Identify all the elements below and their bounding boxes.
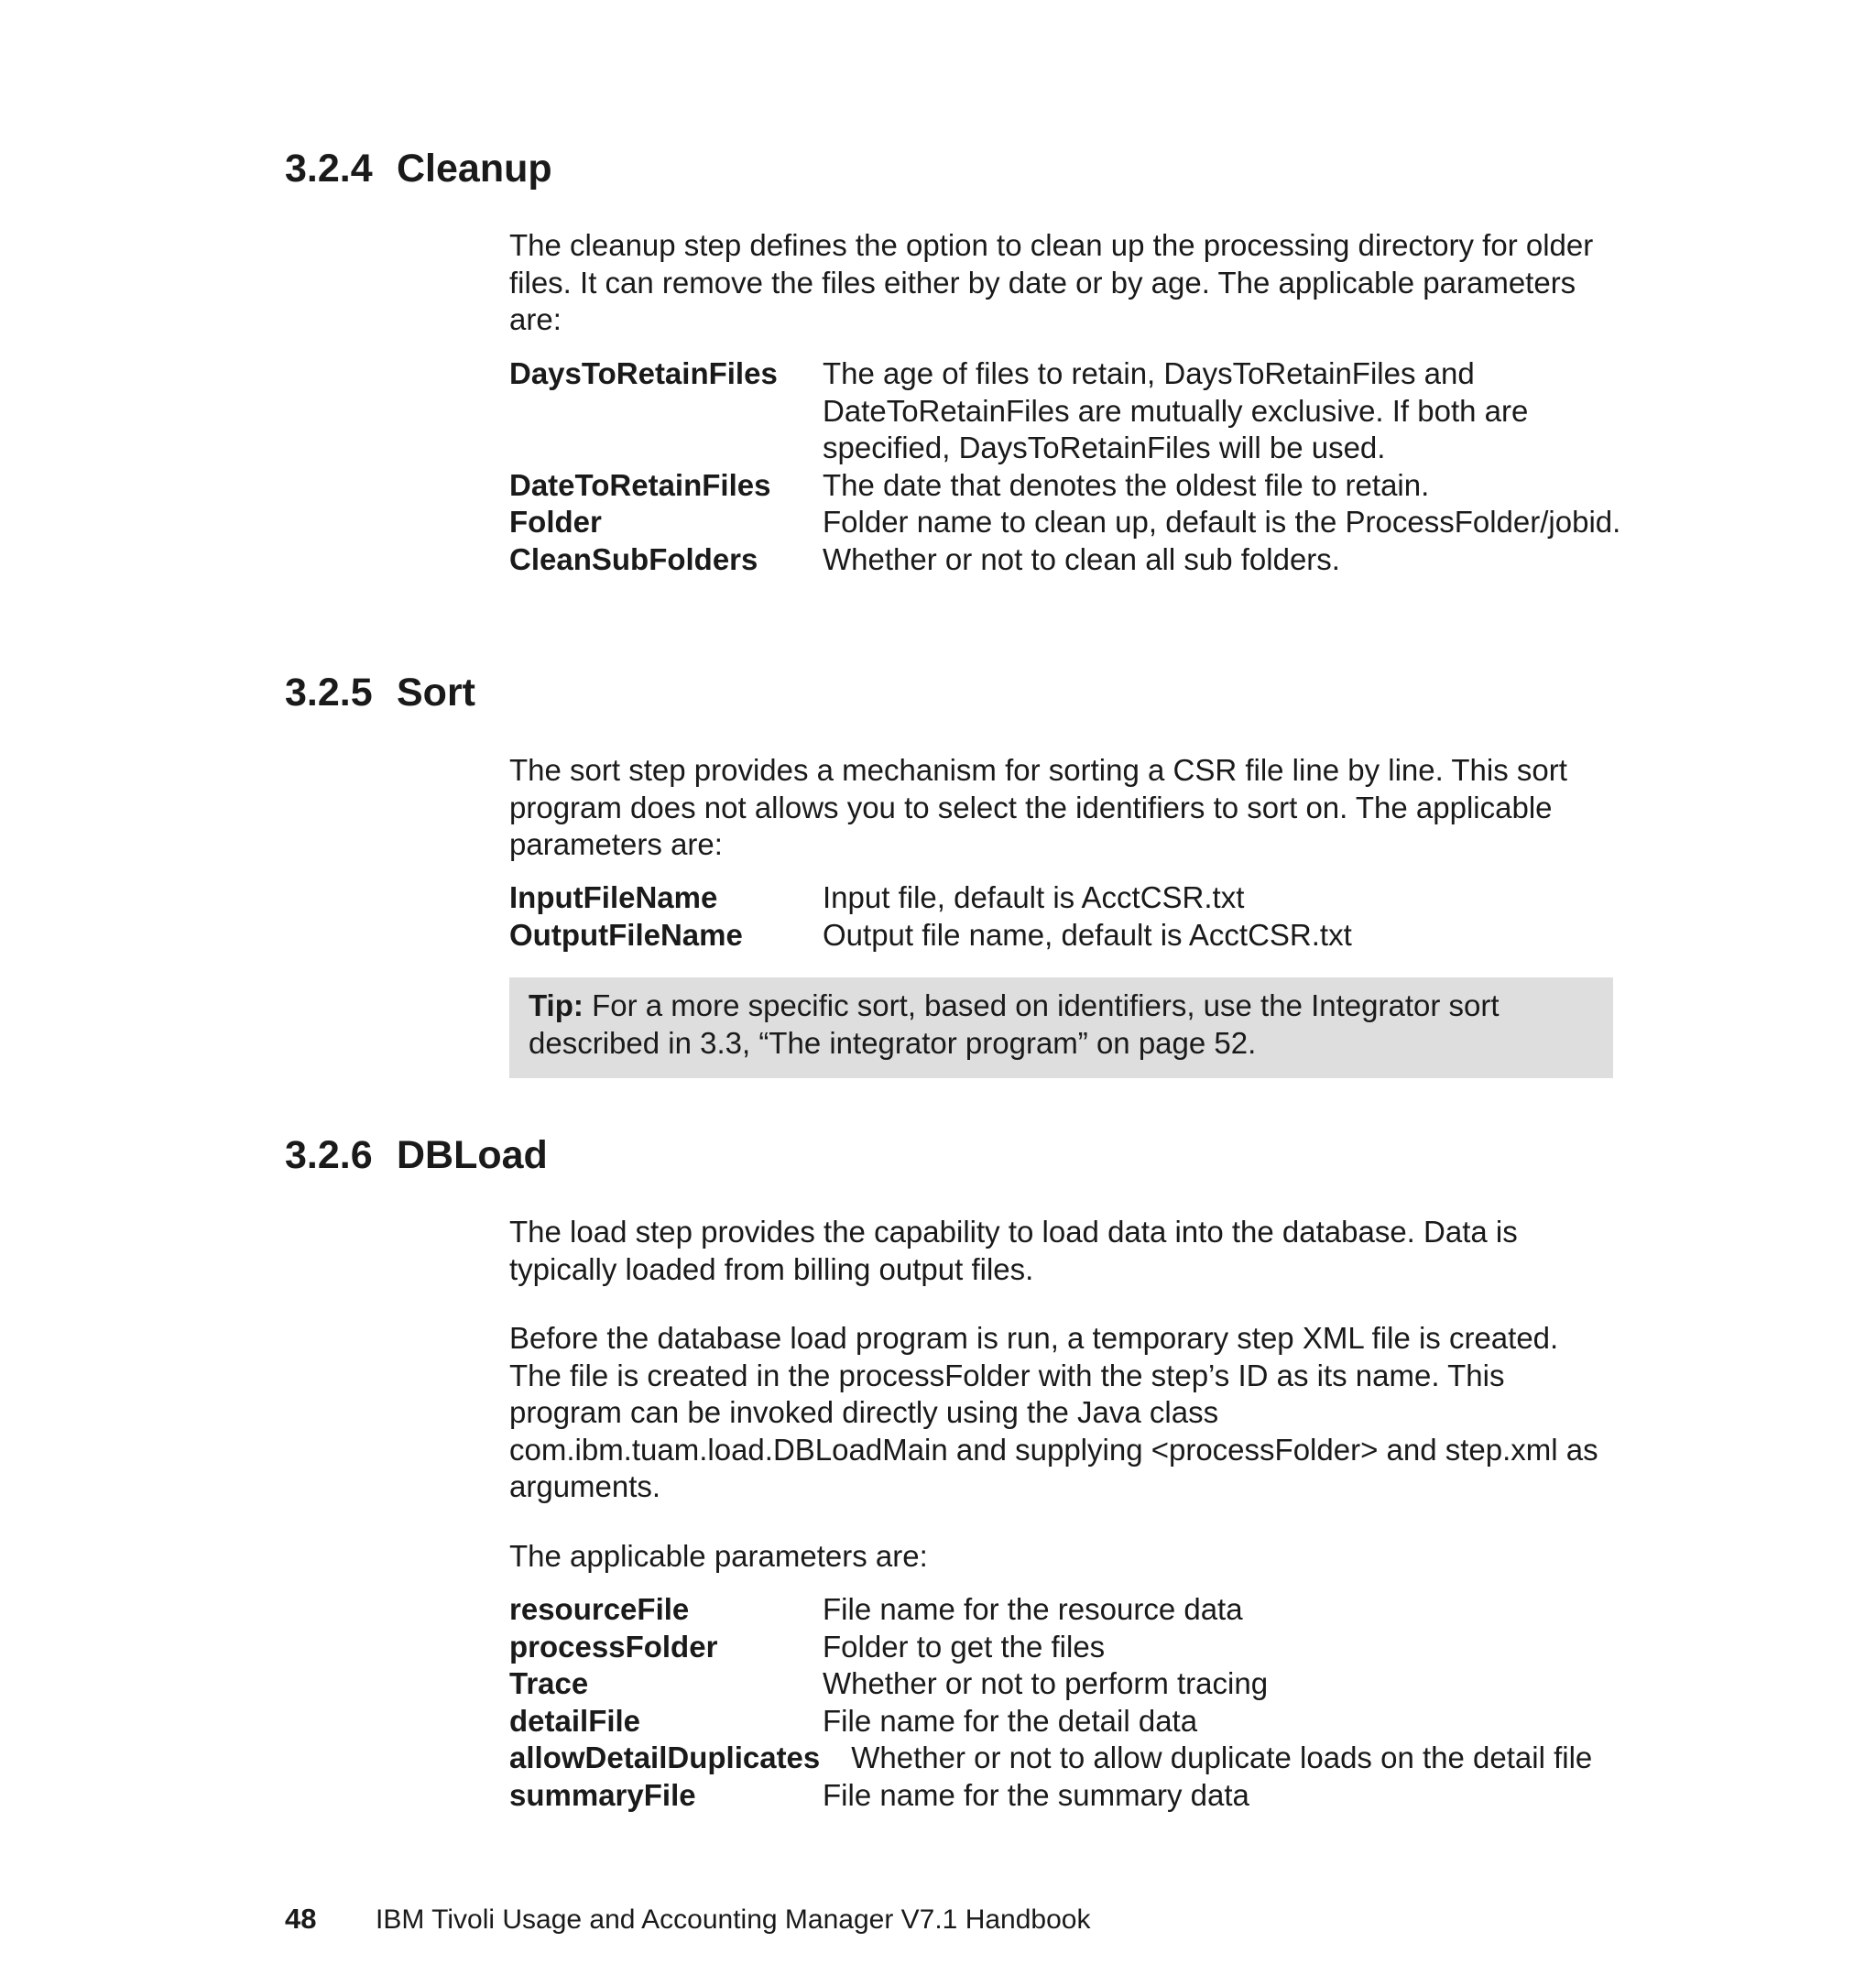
parameter-description: File name for the detail data	[823, 1703, 1198, 1738]
parameter-description: Folder to get the files	[823, 1629, 1106, 1664]
cleanup-parameter-list	[509, 355, 1627, 578]
parameter-description: The age of files to retain, DaysToRetainFiles and DateToRetainFiles are mutually exclusive. If both are specified, DaysToRetainFiles will be used.	[823, 356, 1529, 464]
section-heading-sort	[285, 673, 475, 713]
parameter-description: File name for the resource data	[823, 1592, 1243, 1626]
tip-label: Tip:	[529, 988, 584, 1022]
parameter-name: CleanSubFolders	[509, 541, 758, 576]
parameter-name: summaryFile	[509, 1777, 696, 1812]
cleanup-intro-paragraph: The cleanup step defines the option to clean up the processing directory for older files. It can remove the files either by date or by age. The applicable parameters are:	[509, 228, 1594, 336]
section-number: 3.2.4	[285, 147, 373, 191]
tip-text: For a more specific sort, based on identifiers, use the Integrator sort described in 3.3, “The integrator program” on page 52.	[529, 988, 1500, 1060]
parameter-description: Whether or not to clean all sub folders.	[823, 541, 1340, 576]
parameter-description: Folder name to clean up, default is the ProcessFolder/jobid.	[823, 505, 1621, 539]
section-heading-dbload	[285, 1133, 548, 1177]
parameter-row	[509, 917, 1627, 955]
dbload-parameters-intro: The applicable parameters are:	[509, 1539, 928, 1573]
parameter-name: resourceFile	[509, 1592, 690, 1626]
section-title: DBLoad	[397, 1133, 548, 1177]
section-title: Cleanup	[397, 147, 552, 191]
parameter-row	[509, 1777, 1627, 1815]
parameter-name: InputFileName	[509, 880, 718, 914]
parameter-row	[509, 467, 1627, 505]
parameter-description: Whether or not to allow duplicate loads on the detail file	[851, 1740, 1593, 1774]
parameter-description: The date that denotes the oldest file to retain.	[823, 467, 1430, 502]
parameter-name: detailFile	[509, 1703, 641, 1738]
parameter-row	[509, 1703, 1627, 1740]
parameter-name: OutputFileName	[509, 917, 743, 952]
parameter-row	[509, 879, 1627, 917]
page-number: 48	[285, 1903, 317, 1935]
parameter-name: Folder	[509, 505, 602, 539]
sort-parameter-list	[509, 879, 1627, 954]
parameter-name: allowDetailDuplicates	[509, 1740, 821, 1774]
page-footer	[285, 1903, 1090, 1937]
parameter-name: processFolder	[509, 1629, 718, 1664]
dbload-intro-paragraph: The load step provides the capability to load data into the database. Data is typically loaded from billing output files.	[509, 1215, 1518, 1286]
dbload-description-paragraph: Before the database load program is run, a temporary step XML file is created. The file is created in the processFolder with the step’s ID as its name. This program can be invoked directly using the Java class com.ibm.tuam.load.DBLoadMain and supplying <processFolder> and step.xml as arguments.	[509, 1321, 1598, 1503]
parameter-row	[509, 504, 1627, 541]
parameter-name: Trace	[509, 1666, 589, 1700]
section-heading-cleanup	[285, 149, 552, 189]
parameter-description: File name for the summary data	[823, 1777, 1249, 1812]
tip-box	[509, 977, 1613, 1078]
parameter-description: Whether or not to perform tracing	[823, 1666, 1269, 1700]
parameter-description: Input file, default is AcctCSR.txt	[823, 880, 1245, 914]
parameter-row	[509, 1629, 1627, 1666]
parameter-row	[509, 355, 1627, 467]
parameter-row	[509, 541, 1627, 579]
parameter-name: DaysToRetainFiles	[509, 356, 778, 390]
parameter-name: DateToRetainFiles	[509, 467, 771, 502]
book-title: IBM Tivoli Usage and Accounting Manager V7.1 Handbook	[376, 1904, 1091, 1935]
section-number: 3.2.6	[285, 1133, 373, 1177]
section-title: Sort	[397, 671, 475, 715]
parameter-row	[509, 1591, 1627, 1629]
parameter-row	[509, 1740, 1627, 1777]
section-number: 3.2.5	[285, 671, 373, 715]
parameter-description: Output file name, default is AcctCSR.txt	[823, 917, 1352, 952]
dbload-parameter-list	[509, 1591, 1627, 1814]
parameter-row	[509, 1665, 1627, 1703]
sort-intro-paragraph: The sort step provides a mechanism for sorting a CSR file line by line. This sort program does not allows you to select the identifiers to sort on. The applicable parameters are:	[509, 753, 1567, 861]
